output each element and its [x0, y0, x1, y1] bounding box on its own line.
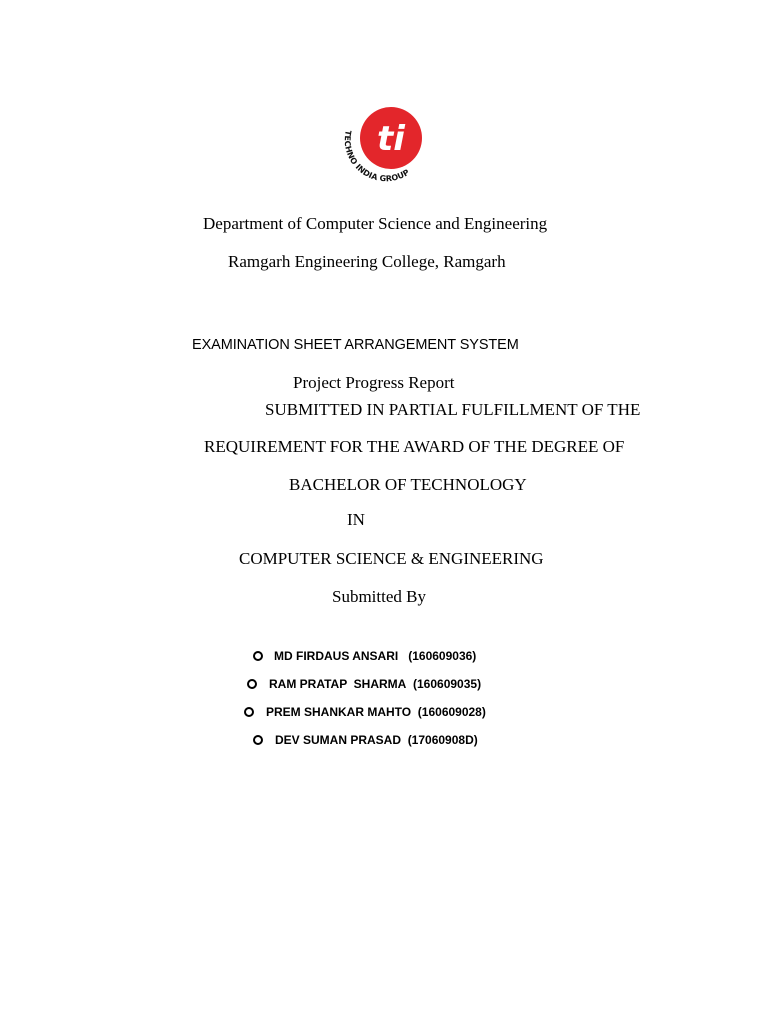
college-heading: Ramgarh Engineering College, Ramgarh: [228, 252, 506, 271]
in-line: IN: [347, 510, 365, 529]
bullet-icon: [253, 735, 263, 745]
bullet-icon: [253, 651, 263, 661]
member-item: [266, 706, 486, 718]
member-item: [274, 650, 476, 662]
bullet-icon: [244, 707, 254, 717]
project-title: EXAMINATION SHEET ARRANGEMENT SYSTEM: [192, 337, 519, 353]
member-name: MD FIRDAUS ANSARI: [274, 649, 399, 663]
member-roll: (160609028): [417, 705, 486, 719]
member-roll: (160609036): [408, 649, 477, 663]
member-name: PREM SHANKAR MAHTO: [266, 705, 412, 719]
department-heading: Department of Computer Science and Engineering: [203, 214, 548, 233]
submitted-by-label: Submitted By: [332, 587, 426, 606]
logo-ring-text: TECHNO INDIA GROUP: [342, 129, 411, 184]
branch-line: COMPUTER SCIENCE & ENGINEERING: [239, 549, 544, 568]
degree-line: BACHELOR OF TECHNOLOGY: [289, 475, 527, 494]
member-name: DEV SUMAN PRASAD: [275, 733, 402, 747]
member-roll: (17060908D): [407, 733, 478, 747]
member-item: [269, 678, 481, 690]
techno-india-group-logo: [336, 100, 436, 190]
member-item: [275, 734, 478, 746]
bullet-icon: [247, 679, 257, 689]
member-name: RAM PRATAP SHARMA: [269, 677, 407, 691]
report-type: Project Progress Report: [293, 373, 455, 392]
submission-line-2: REQUIREMENT FOR THE AWARD OF THE DEGREE OF: [204, 437, 625, 456]
logo-mark-text: ti: [377, 119, 405, 159]
submission-line-1: SUBMITTED IN PARTIAL FULFILLMENT OF THE: [265, 400, 641, 419]
member-roll: (160609035): [413, 677, 482, 691]
